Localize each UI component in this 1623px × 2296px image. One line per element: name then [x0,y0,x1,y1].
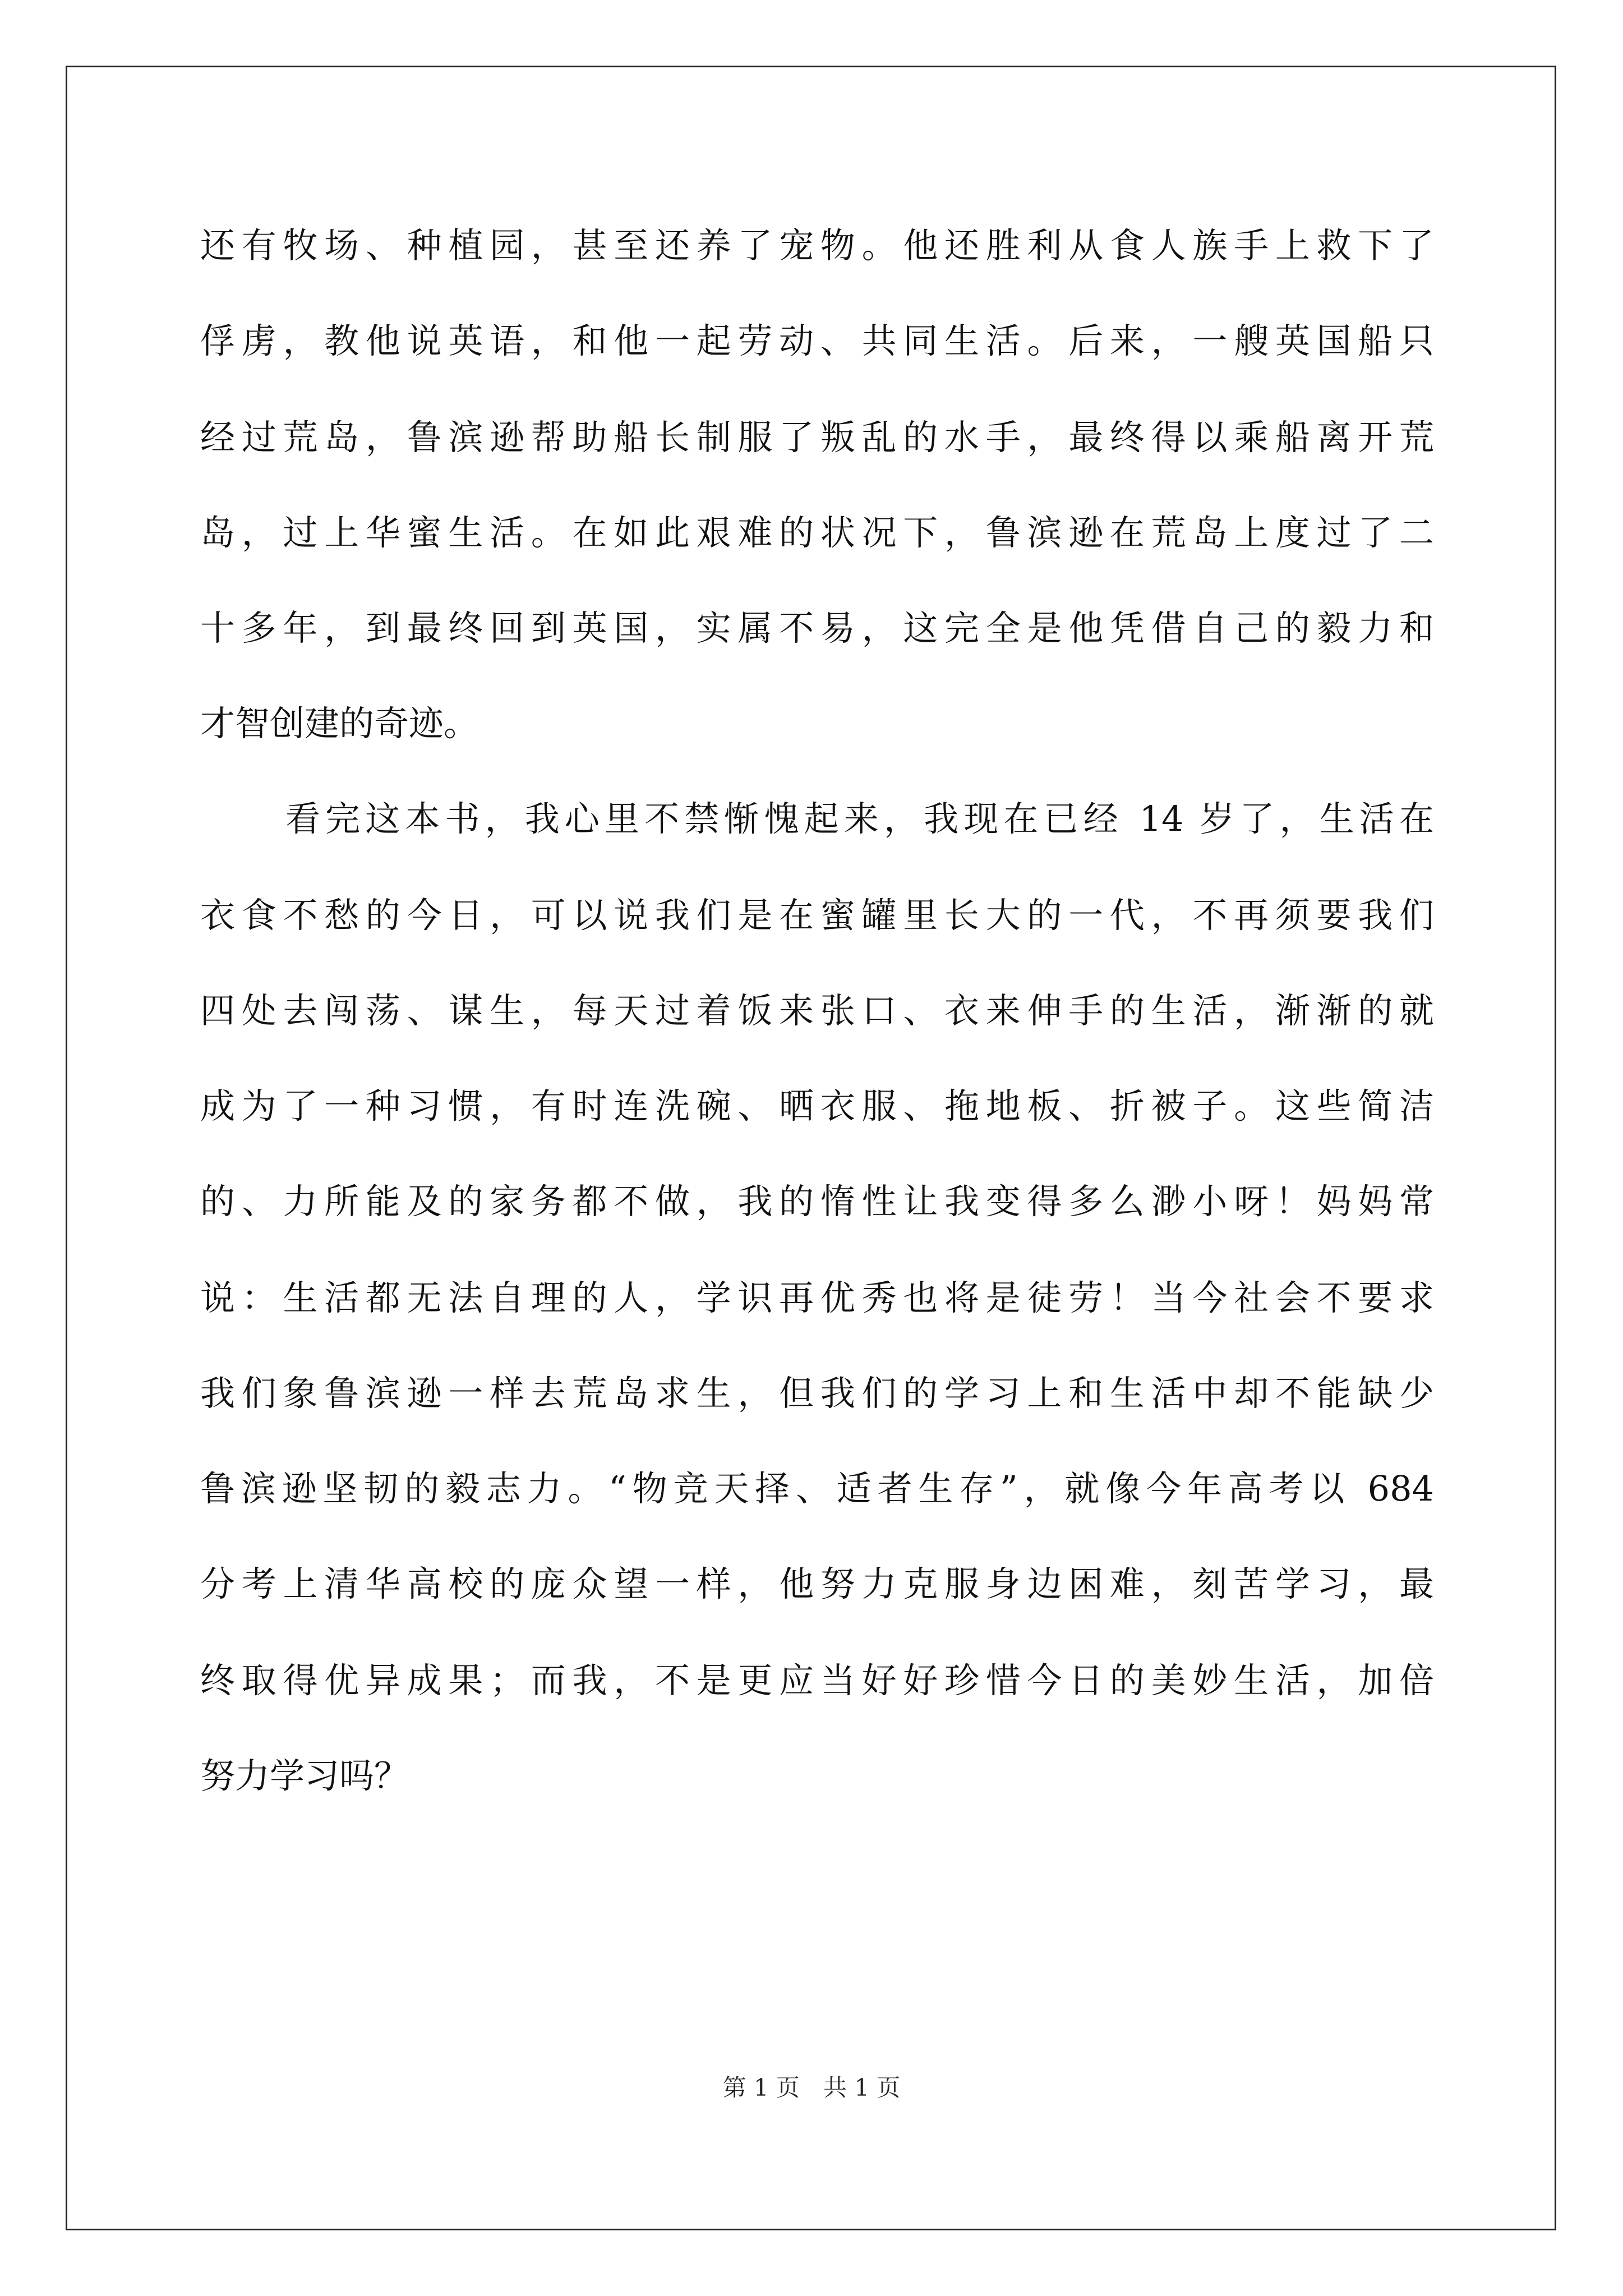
body-text-line: 我们象鲁滨逊一样去荒岛求生，但我们的学习上和生活中却不能缺少 [200,1373,1434,1414]
body-text-line: 十多年，到最终回到英国，实属不易，这完全是他凭借自己的毅力和 [200,608,1434,648]
body-text-line: 的、力所能及的家务都不做，我的惰性让我变得多么渺小呀！妈妈常 [200,1181,1434,1222]
body-text-line: 努力学习吗？ [200,1755,409,1796]
body-text-line: 俘虏，教他说英语，和他一起劳动、共同生活。后来，一艘英国船只 [200,320,1434,361]
page-border [66,66,1556,2230]
paragraph-first-line: 看完这本书，我心里不禁惭愧起来，我现在已经 14 岁了，生活在 [285,798,1434,839]
body-text-line: 终取得优异成果；而我，不是更应当好好珍惜今日的美妙生活，加倍 [200,1660,1434,1701]
page-footer: 第 1 页 共 1 页 [722,2074,901,2101]
body-text-line: 岛，过上华蜜生活。在如此艰难的状况下，鲁滨逊在荒岛上度过了二 [200,512,1434,553]
body-text-line: 还有牧场、种植园，甚至还养了宠物。他还胜利从食人族手上救下了 [200,225,1434,266]
body-text-line: 鲁滨逊坚韧的毅志力。“物竞天择、适者生存”，就像今年高考以 684 [200,1468,1434,1509]
body-text-line: 经过荒岛，鲁滨逊帮助船长制服了叛乱的水手，最终得以乘船离开荒 [200,417,1434,458]
body-text-line: 衣食不愁的今日，可以说我们是在蜜罐里长大的一代，不再须要我们 [200,895,1434,936]
body-text-line: 分考上清华高校的庞众望一样，他努力克服身边困难，刻苦学习，最 [200,1563,1434,1604]
body-text-line: 才智创建的奇迹。 [200,703,479,744]
body-text-line: 四处去闯荡、谋生，每天过着饭来张口、衣来伸手的生活，渐渐的就 [200,990,1434,1031]
body-text-line: 说：生活都无法自理的人，学识再优秀也将是徒劳！当今社会不要求 [200,1277,1434,1318]
body-text-line: 成为了一种习惯，有时连洗碗、晒衣服、拖地板、折被子。这些简洁 [200,1085,1434,1126]
